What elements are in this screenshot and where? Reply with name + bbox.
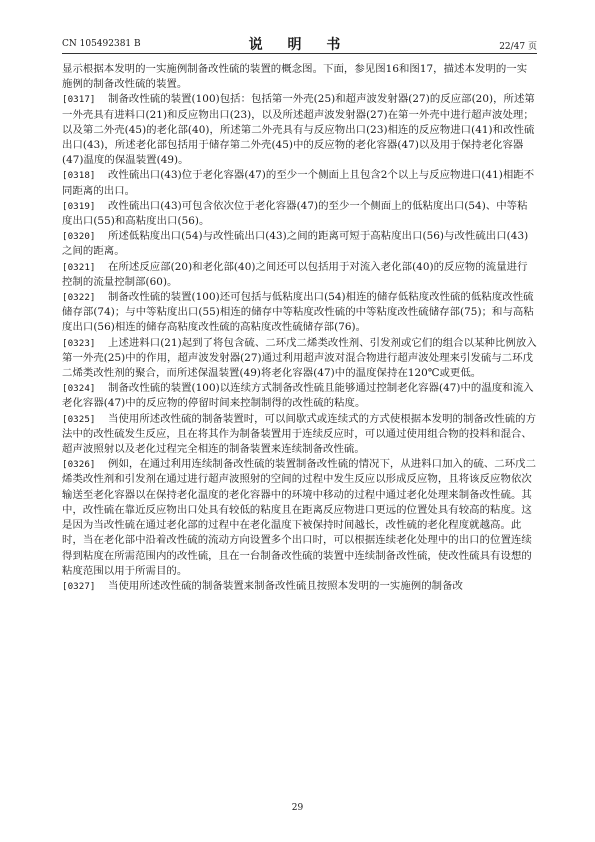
paragraph — [62, 336, 537, 382]
paragraph — [62, 457, 537, 579]
paragraph-list — [62, 92, 537, 594]
paragraph-number: [0322] — [62, 292, 96, 304]
paragraph — [62, 381, 537, 411]
paragraph-number: [0326] — [62, 459, 96, 471]
paragraph-number: [0323] — [62, 337, 96, 349]
paragraph-number: [0327] — [62, 580, 96, 592]
paragraph-text: 例如，在通过利用连续制备改性硫的装置制备改性硫的情况下，从进料口加入的硫、二环戊二烯类改性剂和引发剂在通过进行超声波照射的空间的过程中发生反应以形成反应物，且将该反应物依次输送至老化容器以在保持老化温度的老化容器中的环境中移动的过程中通过老化处理来制备改性硫。其中，改性硫在靠近反应物出口处具有较低的粘度且在距离反应物进口更远的位置处具有较高的粘度。这是因为当改性硫在通过老化部的过程中在老化温度下被保持时间越长，改性硫的老化程度就越高。此时，当在老化部中沿着改性硫的流动方向设置多个出口时，可以根据连续老化处理中的出口的位置连续得到粘度在所需范围内的改性硫，且在一台制备改性硫的装置中连续制备改性硫，使改性硫具有设想的粘度范围以用于所需目的。 — [62, 458, 537, 577]
intro-paragraph: 显示根据本发明的一实施例制备改性硫的装置的概念图。下面，参见图16和图17，描述本发明的一实施例的制备改性硫的装置。 — [62, 63, 528, 91]
publication-number: CN 105492381 B — [62, 39, 141, 49]
paragraph — [62, 260, 537, 290]
paragraph-number: [0324] — [62, 383, 96, 395]
paragraph-text: 上述进料口(21)起到了将包含硫、二环戊二烯类改性剂、引发剂或它们的组合以某种比例放入第一外壳(25)中的作用，超声波发射器(27)通过利用超声波对混合物进行超声波处理来引发硫与二环戊二烯类改性剂的聚合，而所述保温装置(49)将老化容器(47)中的温度保持在120℃或更低。 — [62, 336, 537, 380]
paragraph-text: 改性硫出口(43)位于老化容器(47)的至少一个侧面上且包含2个以上与反应物进口(41)相距不同距离的出口。 — [62, 169, 535, 197]
paragraph-text: 在所述反应部(20)和老化部(40)之间还可以包括用于对流入老化部(40)的反应物的流量进行控制的流量控制部(60)。 — [62, 260, 528, 288]
page-header — [62, 33, 537, 54]
paragraph — [62, 229, 537, 259]
paragraph — [62, 412, 537, 458]
paragraph-number: [0325] — [62, 413, 96, 425]
paragraph-text: 制备改性硫的装置(100)包括：包括第一外壳(25)和超声波发射器(27)的反应部(20)，所述第一外壳具有进料口(21)和反应物出口(23)，以及所述超声波发射器(27)在第一外壳中进行超声波处理；以及第二外壳(45)的老化部(40)，所述第二外壳具有与反应物出口(23)相连的反应物进口(41)和改性硫出口(43)，所述老化部包括用于储存第二外壳(45)中的反应物的老化容器(47)以及用于保持老化容器(47)温度的保温装置(49)。 — [62, 93, 535, 167]
paragraph-text: 当使用所述改性硫的制备装置来制备改性硫且按照本发明的一实施例的制备改 — [108, 579, 463, 592]
paragraph-number: [0319] — [62, 200, 96, 212]
paragraph-number: [0320] — [62, 231, 96, 243]
paragraph-text: 当使用所述改性硫的制备装置时，可以间歇式或连续式的方式使根据本发明的制备改性硫的方法中的改性硫发生反应，且在将其作为制备装置用于连续反应时，可以通过使用组合物的投料和混合、超声波照射以及老化过程完全相连的制备装置来连续制备改性硫。 — [62, 412, 537, 456]
paragraph-text: 制备改性硫的装置(100)还可包括与低粘度出口(54)相连的储存低粘度改性硫的低粘度改性硫储存部(74)；与中等粘度出口(55)相连的储存中等粘度改性硫的中等粘度改性硫储存部(75)；和与高粘度出口(56)相连的储存高粘度改性硫的高粘度改性硫储存部(76)。 — [62, 291, 534, 334]
paragraph-number: [0321] — [62, 261, 96, 273]
paragraph-number: [0318] — [62, 170, 96, 182]
paragraph — [62, 168, 537, 198]
document-title: 说 明 书 — [248, 37, 351, 53]
page-indicator: 22/47 页 — [499, 42, 537, 52]
paragraph-number: [0317] — [62, 94, 96, 106]
paragraph-text: 制备改性硫的装置(100)以连续方式制备改性硫且能够通过控制老化容器(47)中的温度和流入老化容器(47)中的反应物的停留时间来控制制得的改性硫的粘度。 — [62, 382, 534, 410]
paragraph-text: 所述低粘度出口(54)与改性硫出口(43)之间的距离可短于高粘度出口(56)与改性硫出口(43)之间的距离。 — [62, 230, 529, 258]
paragraph — [62, 92, 537, 168]
paragraph — [62, 199, 537, 229]
document-body — [62, 62, 537, 594]
paragraph-text: 改性硫出口(43)可包含依次位于老化容器(47)的至少一个侧面上的低粘度出口(54)、中等粘度出口(55)和高粘度出口(56)。 — [62, 199, 528, 228]
paragraph — [62, 290, 537, 336]
page-number: 29 — [291, 803, 304, 813]
paragraph — [62, 579, 537, 594]
